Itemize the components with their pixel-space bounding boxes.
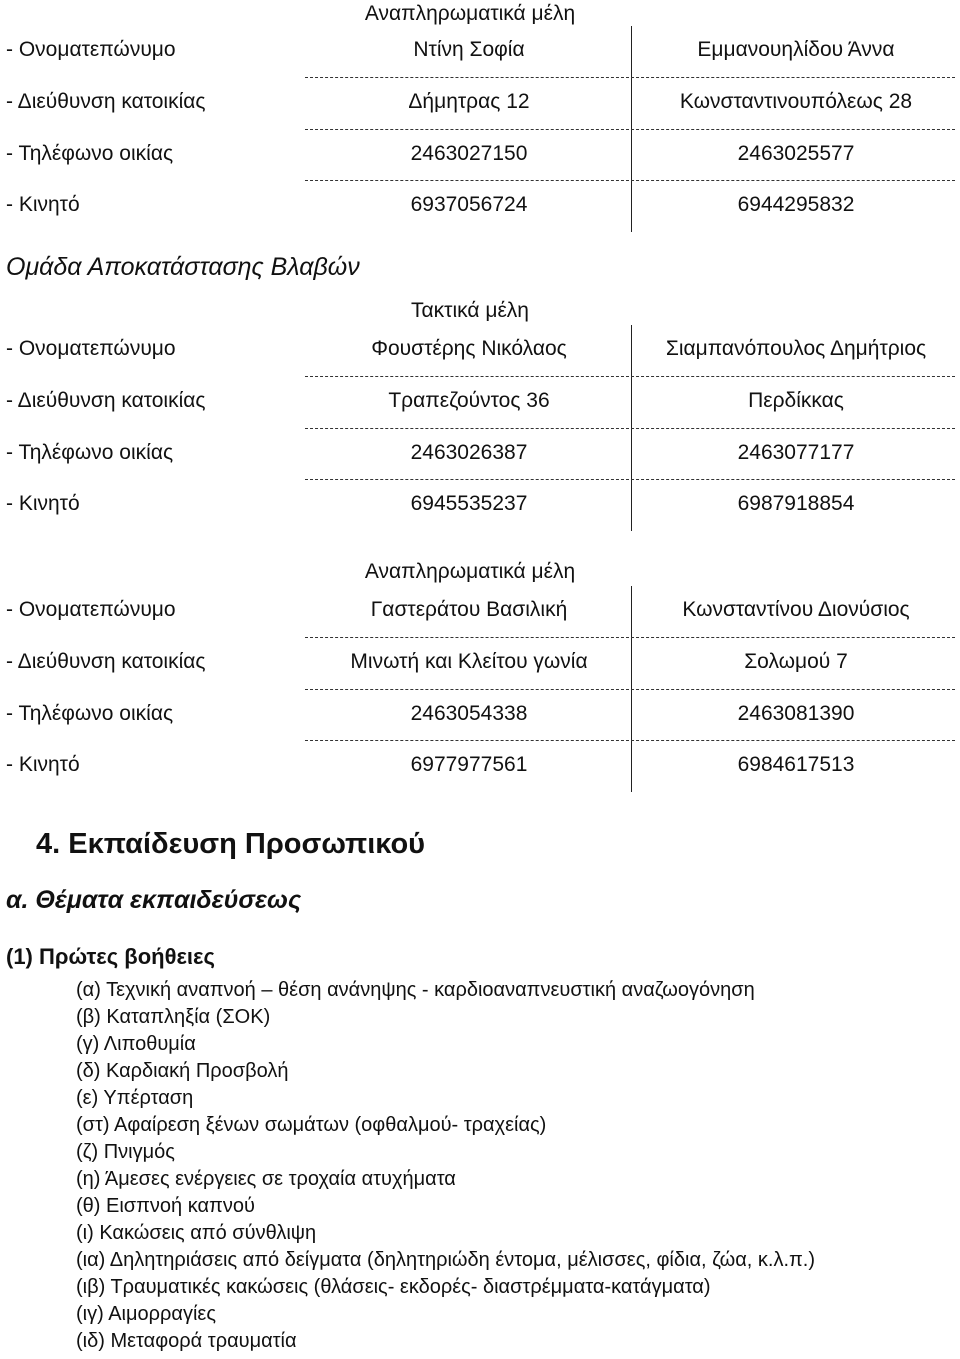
list-item: (ιδ) Μεταφορά τραυματία	[76, 1330, 297, 1352]
member-2-value: Περδίκκας	[748, 389, 844, 412]
table-title: Αναπληρωματικά μέλη	[364, 2, 576, 25]
list-item: (θ) Εισπνοή καπνού	[76, 1195, 255, 1217]
member-2-value: 6944295832	[737, 193, 855, 216]
row-label: - Ονοματεπώνυμο	[6, 38, 176, 61]
member-2-value: Κωνσταντίνου Διονύσιος	[682, 598, 910, 621]
list-item: (δ) Καρδιακή Προσβολή	[76, 1060, 289, 1082]
list-item: (ζ) Πνιγμός	[76, 1141, 175, 1163]
member-1-value: Δήμητρας 12	[408, 90, 530, 113]
member-1-value: Ντίνη Σοφία	[413, 38, 525, 61]
row-label: - Διεύθυνση κατοικίας	[6, 389, 206, 412]
table-row	[0, 480, 960, 532]
section-title: 4. Εκπαίδευση Προσωπικού	[36, 828, 426, 860]
member-2-value: Εμμανουηλίδου Άννα	[697, 38, 895, 61]
member-1-value: Τραπεζούντος 36	[388, 389, 550, 412]
member-2-value: Κωνσταντινουπόλεως 28	[679, 90, 913, 113]
list-item: (β) Καταπληξία (ΣΟΚ)	[76, 1006, 271, 1028]
subsection-title: α. Θέματα εκπαιδεύσεως	[6, 886, 302, 914]
training-topics-list	[76, 977, 815, 1355]
member-2-value: Σιαμπανόπουλος Δημήτριος	[665, 337, 927, 360]
member-1-value: Φουστέρης Νικόλαος	[371, 337, 567, 360]
list-item: (ια) Δηλητηριάσεις από δείγματα (δηλητηριώδη έντομα, μέλισσες, φίδια, ζώα, κ.λ.π.)	[76, 1249, 816, 1271]
row-label: - Τηλέφωνο οικίας	[6, 702, 174, 725]
member-2-value: 2463081390	[737, 702, 855, 725]
member-2-value: 2463077177	[737, 441, 855, 464]
list-item: (η) Άμεσες ενέργειες σε τροχαία ατυχήματα	[76, 1168, 456, 1190]
member-1-value: 6945535237	[410, 492, 528, 515]
topic-title: (1) Πρώτες βοήθειες	[6, 944, 215, 969]
member-1-value: 2463026387	[410, 441, 528, 464]
row-label: - Ονοματεπώνυμο	[6, 598, 176, 621]
table-row	[0, 638, 960, 690]
row-label: - Κινητό	[6, 753, 80, 776]
member-1-value: Μινωτή και Κλείτου γωνία	[350, 650, 588, 673]
list-item: (ι) Κακώσεις από σύνθλιψη	[76, 1222, 317, 1244]
row-label: - Τηλέφωνο οικίας	[6, 441, 174, 464]
member-1-value: 6937056724	[410, 193, 528, 216]
list-item: (ιγ) Αιμορραγίες	[76, 1303, 216, 1325]
group-title: Ομάδα Αποκατάστασης Βλαβών	[6, 253, 360, 281]
table-row	[0, 78, 960, 130]
table-row	[0, 429, 960, 481]
member-2-value: 2463025577	[737, 142, 855, 165]
row-label: - Ονοματεπώνυμο	[6, 337, 176, 360]
row-label: - Τηλέφωνο οικίας	[6, 142, 174, 165]
row-label: - Διεύθυνση κατοικίας	[6, 90, 206, 113]
row-label: - Διεύθυνση κατοικίας	[6, 650, 206, 673]
table-row	[0, 586, 960, 638]
row-label: - Κινητό	[6, 193, 80, 216]
member-2-value: 6984617513	[737, 753, 855, 776]
row-label: - Κινητό	[6, 492, 80, 515]
list-item: (α) Τεχνική αναπνοή – θέση ανάνηψης - καρδιοαναπνευστική αναζωογόνηση	[76, 979, 755, 1001]
table-row	[0, 377, 960, 429]
member-1-value: Γαστεράτου Βασιλική	[370, 598, 568, 621]
member-1-value: 2463027150	[410, 142, 528, 165]
list-item: (στ) Αφαίρεση ξένων σωμάτων (οφθαλμού- τραχείας)	[76, 1114, 547, 1136]
table-row	[0, 181, 960, 233]
list-item: (ε) Υπέρταση	[76, 1087, 194, 1109]
member-2-value: Σολωμού 7	[744, 650, 848, 673]
member-2-value: 6987918854	[737, 492, 855, 515]
member-1-value: 6977977561	[410, 753, 528, 776]
list-item: (γ) Λιποθυμία	[76, 1033, 196, 1055]
list-item: (ιβ) Τραυματικές κακώσεις (θλάσεις- εκδορές- διαστρέμματα-κατάγματα)	[76, 1276, 711, 1298]
table-row	[0, 741, 960, 793]
table-row	[0, 26, 960, 78]
table-title: Τακτικά μέλη	[411, 299, 529, 322]
table-row	[0, 130, 960, 182]
member-1-value: 2463054338	[410, 702, 528, 725]
table-row	[0, 325, 960, 377]
table-row	[0, 690, 960, 742]
table-title: Αναπληρωματικά μέλη	[364, 560, 576, 583]
